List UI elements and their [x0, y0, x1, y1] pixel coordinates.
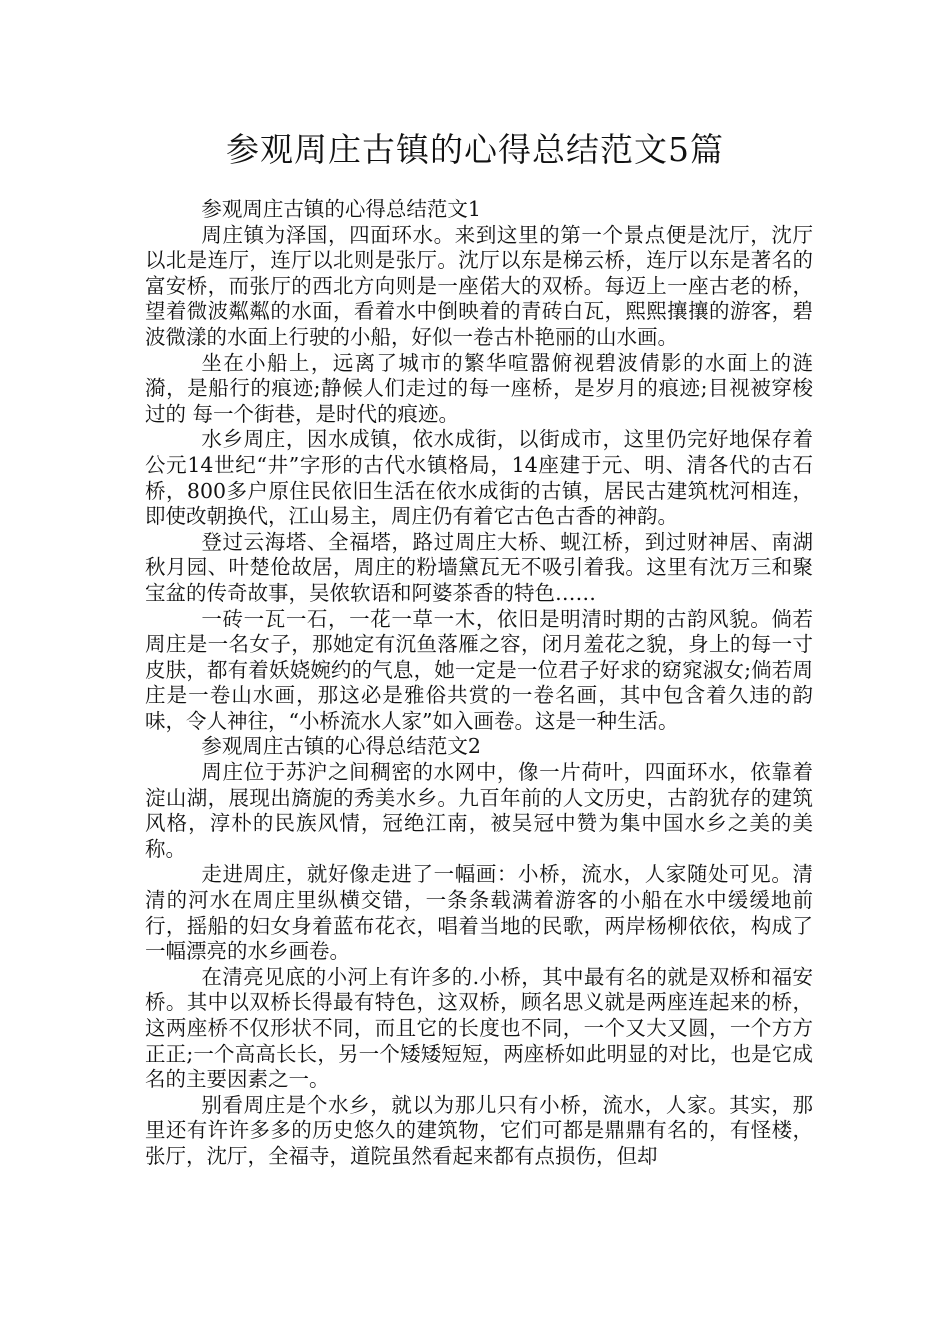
paragraph: 登过云海塔、全福塔，路过周庄大桥、蚬江桥，到过财神居、南湖秋月园、叶楚伧故居，周庄的粉墙黛瓦无不吸引着我。这里有沈万三和聚宝盆的传奇故事，吴侬软语和阿婆茶香的特色…… — [145, 529, 813, 605]
paragraph: 走进周庄，就好像走进了一幅画：小桥，流水，人家随处可见。清清的河水在周庄里纵横交错，一条条载满着游客的小船在水中缓缓地前行，摇船的妇女身着蓝布花衣，唱着当地的民歌，两岸杨柳依依，构成了一幅漂亮的水乡画卷。 — [145, 862, 813, 964]
paragraph: 一砖一瓦一石，一花一草一木，依旧是明清时期的古韵风貌。倘若周庄是一名女子，那她定有沉鱼落雁之容，闭月羞花之貌，身上的每一寸皮肤，都有着妖娆婉约的气息，她一定是一位君子好求的窈窕淑女;倘若周庄是一卷山水画，那这必是雅俗共赏的一卷名画，其中包含着久违的韵味，令人神往，“小桥流水人家”如入画卷。这是一种生活。 — [145, 606, 813, 733]
paragraph: 别看周庄是个水乡，就以为那儿只有小桥，流水，人家。其实，那里还有许许多多的历史悠久的建筑物，它们可都是鼎鼎有名的，有怪楼，张厅，沈厅，全福寺，道院虽然看起来都有点损伤，但却 — [145, 1092, 813, 1168]
paragraph: 周庄镇为泽国，四面环水。来到这里的第一个景点便是沈厅，沈厅以北是连厅，连厅以北则是张厅。沈厅以东是梯云桥，连厅以东是著名的富安桥，而张厅的西北方向则是一座偌大的双桥。每迈上一座古老的桥，望着微波粼粼的水面，看着水中倒映着的青砖白瓦，熙熙攘攘的游客，碧波微漾的水面上行驶的小船，好似一卷古朴艳丽的山水画。 — [145, 222, 813, 349]
section-heading-1: 参观周庄古镇的心得总结范文1 — [201, 197, 481, 221]
document-body — [145, 197, 813, 1170]
paragraph: 周庄位于苏沪之间稠密的水网中，像一片荷叶，四面环水，依靠着淀山湖，展现出旖旎的秀美水乡。九百年前的人文历史，古韵犹存的建筑风格，淳朴的民族风情，冠绝江南，被吴冠中赞为集中国水乡之美的美称。 — [145, 760, 813, 861]
paragraph: 在清亮见底的小河上有许多的.小桥，其中最有名的就是双桥和福安桥。其中以双桥长得最有特色，这双桥，顾名思义就是两座连起来的桥，这两座桥不仅形状不同，而且它的长度也不同，一个又大又圆，一个方方正正;一个高高长长，另一个矮矮短短，两座桥如此明显的对比，也是它成名的主要因素之一。 — [145, 964, 813, 1092]
paragraph: 坐在小船上，远离了城市的繁华喧嚣俯视碧波倩影的水面上的涟漪，是船行的痕迹;静候人们走过的每一座桥，是岁月的痕迹;目视被穿梭过的 每一个街巷，是时代的痕迹。 — [145, 350, 813, 426]
document-title: 参观周庄古镇的心得总结范文5篇 — [226, 130, 724, 169]
paragraph: 水乡周庄，因水成镇，依水成街，以街成市，这里仍完好地保存着公元14世纪“井”字形的古代水镇格局，14座建于元、明、清各代的古石桥，800多户原住民依旧生活在依水成街的古镇，居民古建筑枕河相连，即使改朝换代，江山易主，周庄仍有着它古色古香的神韵。 — [145, 427, 813, 529]
section-heading-2: 参观周庄古镇的心得总结范文2 — [201, 734, 481, 759]
